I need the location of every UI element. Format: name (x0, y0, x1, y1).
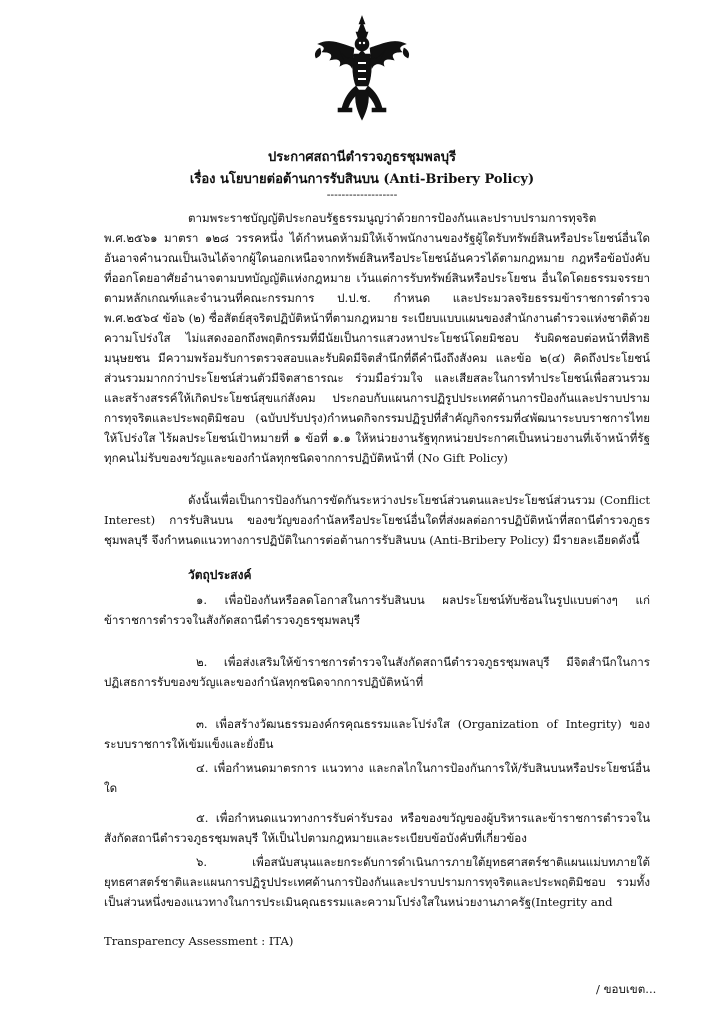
document-subject: เรื่อง นโยบายต่อต้านการรับสินบน (Anti-Bribery Policy) (189, 172, 535, 187)
objective-item-5: ๕. เพื่อกำหนดแนวทางการรับค่ารับรอง หรือของขวัญของผู้บริหารและข้าราชการตำรวจในสังกัดสถานีตำรวจภูธรชุมพลบุรี ให้เป็นไปตามกฎหมายและระเบียบข้อบังคับที่เกี่ยวข้อง (104, 811, 650, 845)
objective-item-6: ๖. เพื่อสนับสนุนและยกระดับการดำเนินการภายใต้ยุทธศาสตร์ชาติแผนแม่บทภายใต้ยุทธศาสตร์ชาติและแผนการปฏิรูปประเทศด้านการป้องกันและปราบปรามการทุจริตและประพฤติมิชอบ รวมทั้งเป็นส่วนหนึ่งของแนวทางในการประเมินคุณธรรมและความโปร่งใสในหน่วยงานภาครัฐ(Integrity and (104, 855, 650, 909)
continued-marker: / ขอบเขต... (596, 982, 657, 996)
garuda-emblem-icon (312, 14, 412, 122)
intro-paragraph-1: ตามพระราชบัญญัติประกอบรัฐธรรมนูญว่าด้วยการป้องกันและปราบปรามการทุจริต พ.ศ.๒๕๖๑ มาตรา ๑๒๘ วรรคหนึ่ง ได้กำหนดห้ามมิให้เจ้าพนักงานของรัฐผู้ใดรับทรัพย์สินหรือประโยชน์อื่นใดอันอาจคำนวณเป็นเงินได้จากผู้ใดนอกเหนือจากทรัพย์สินหรือประโยชน์อันควรได้ตามกฎหมาย กฎหรือข้อบังคับที่ออกโดยอาศัยอำนาจตามบทบัญญัติแห่งกฎหมาย เว้นแต่การรับทรัพย์สินหรือประโยชน อื่นใดโดยธรรมจรรยา ตามหลักเกณฑ์และจำนวนที่คณะกรรมการ ป.ป.ช. กำหนด และประมวลจริยธรรมข้าราชการตำรวจ พ.ศ.๒๕๖๔ ข้อ๖ (๒) ซื่อสัตย์สุจริตปฏิบัติหน้าที่ตามกฎหมาย ระเบียบแบบแผนของสำนักงานตำรวจแห่งชาติด้วยความโปร่งใส ไม่แสดงออกถึงพฤติกรรมที่มีนัยเป็นการแสวงหาประโยชน์โดยมิชอบ รับผิดชอบต่อหน้าที่สิทธิมนุษยชน มีความพร้อมรับการตรวจสอบและรับผิดมีจิตสำนึกที่ดีคำนึงถึงสังคม และข้อ ๒(๔) คิดถึงประโยชน์ส่วนรวมมากกว่าประโยชน์ส่วนตัวมีจิตสาธารณะ ร่วมมือร่วมใจ และเสียสละในการทำประโยชน์เพื่อสวนรวมและสร้างสรรค์ให้เกิดประโยชน์สุขแก่สังคม ประกอบกับแผนการปฏิรูปประเทศด้านการป้องกันและปราบปรามการทุจริตและประพฤติมิชอบ (ฉบับปรับปรุง)กำหนดกิจกรรมปฏิรูปที่สำคัญกิจกรรมที่๔พัฒนาระบบราชการไทยให้โปร่งใส ไร้ผลประโยชน์เป้าหมายที่ ๑ ข้อที่ ๑.๑ ให้หน่วยงานรัฐทุกหน่วยประกาศเป็นหน่วยงานที่เจ้าหน้าที่รัฐทุกคนไม่รับของขวัญและของกำนัลทุกชนิดจากการปฏิบัติหน้าที่ (No Gift Policy) (104, 211, 650, 465)
objectives-heading: วัตถุประสงค์ (188, 568, 252, 582)
objective-item-1: ๑. เพื่อป้องกันหรือลดโอกาสในการรับสินบน ผลประโยชน์ทับซ้อนในรูปแบบต่างๆ แก่ข้าราชการตำรวจในสังกัดสถานีตำรวจภูธรชุมพลบุรี (104, 593, 650, 627)
objective-item-2: ๒. เพื่อส่งเสริมให้ข้าราชการตำรวจในสังกัดสถานีตำรวจภูธรชุมพลบุรี มีจิตสำนึกในการปฏิเสธการรับของขวัญและของกำนัลทุกชนิดจากการปฏิบัติหน้าที่ (104, 655, 650, 689)
intro-paragraph-2: ดังนั้นเพื่อเป็นการป้องกันการขัดกันระหว่างประโยชน์ส่วนตนและประโยชน์ส่วนรวม (Conflict Interest) การรับสินบน ของขวัญของกำนัลหรือประโยชน์อื่นใดที่ส่งผลต่อการปฏิบัติหน้าที่สถานีตำรวจภูธรชุมพลบุรี จึงกำหนดแนวทางการปฏิบัติในการต่อต้านการรับสินบน (Anti-Bribery Policy) มีรายละเอียดดังนี้ (104, 493, 650, 547)
objective-item-6-continuation: Transparency Assessment : ITA) (104, 934, 294, 948)
objective-item-3: ๓. เพื่อสร้างวัฒนธรรมองค์กรคุณธรรมและโปร่งใส (Organization of Integrity) ของระบบราชการให้เข้มแข็งและยั่งยืน (104, 717, 650, 751)
title-separator: ------------------- (326, 188, 398, 201)
document-title: ประกาศสถานีตำรวจภูธรชุมพลบุรี (268, 150, 456, 165)
objective-item-4: ๔. เพื่อกำหนดมาตรการ แนวทาง และกลไกในการป้องกันการให้/รับสินบนหรือประโยชน์อื่นใด (104, 761, 650, 795)
